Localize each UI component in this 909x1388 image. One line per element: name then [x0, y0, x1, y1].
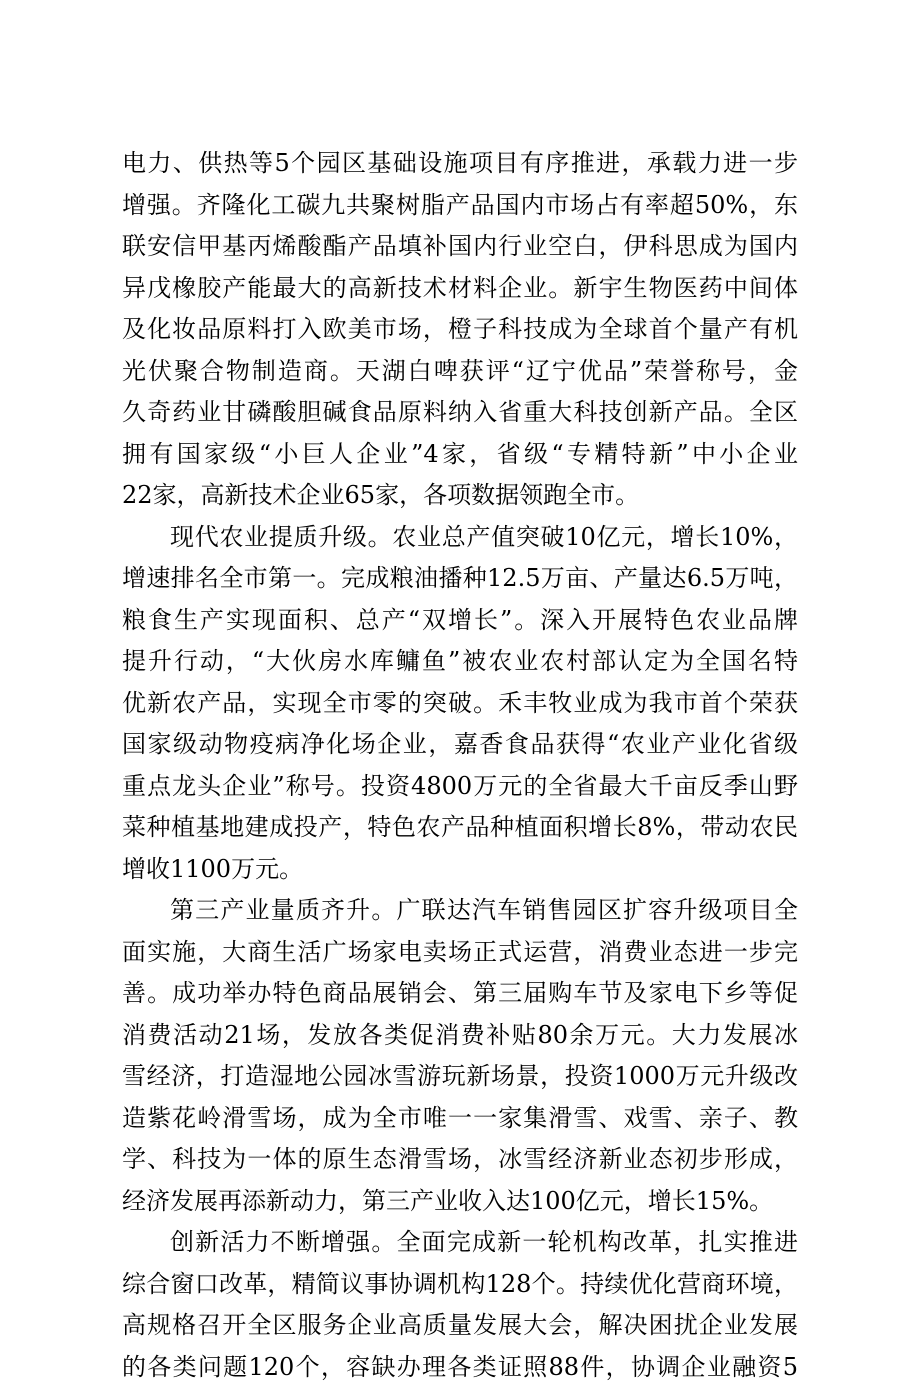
- text-line: 及化妆品原料打入欧美市场，橙子科技成为全球首个量产有机: [122, 309, 798, 351]
- text-line: 增收1100万元。: [122, 849, 798, 891]
- paragraph-first-line: 创新活力不断增强。全面完成新一轮机构改革，扎实推进: [122, 1222, 798, 1264]
- text-line: 电力、供热等5个园区基础设施项目有序推进，承载力进一步: [122, 143, 798, 185]
- text-line: 菜种植基地建成投产，特色农产品种植面积增长8%，带动农民: [122, 807, 798, 849]
- text-line: 造紫花岭滑雪场，成为全市唯一一家集滑雪、戏雪、亲子、教: [122, 1098, 798, 1140]
- text-line: 拥有国家级“小巨人企业”4家，省级“专精特新”中小企业: [122, 434, 798, 476]
- text-line: 面实施，大商生活广场家电卖场正式运营，消费业态进一步完: [122, 932, 798, 974]
- text-line: 国家级动物疫病净化场企业，嘉香食品获得“农业产业化省级: [122, 724, 798, 766]
- text-line: 优新农产品，实现全市零的突破。禾丰牧业成为我市首个荣获: [122, 683, 798, 725]
- paragraph-first-line: 第三产业量质齐升。广联达汽车销售园区扩容升级项目全: [122, 890, 798, 932]
- text-line: 异戊橡胶产能最大的高新技术材料企业。新宇生物医药中间体: [122, 268, 798, 310]
- text-line: 光伏聚合物制造商。天湖白啤获评“辽宁优品”荣誉称号，金: [122, 351, 798, 393]
- body-text: [122, 143, 798, 1388]
- text-line: 重点龙头企业”称号。投资4800万元的全省最大千亩反季山野: [122, 766, 798, 808]
- text-line: 综合窗口改革，精简议事协调机构128个。持续优化营商环境，: [122, 1264, 798, 1306]
- text-line: 消费活动21场，发放各类促消费补贴80余万元。大力发展冰: [122, 1015, 798, 1057]
- text-line: 高规格召开全区服务企业高质量发展大会，解决困扰企业发展: [122, 1305, 798, 1347]
- text-line: 雪经济，打造湿地公园冰雪游玩新场景，投资1000万元升级改: [122, 1056, 798, 1098]
- text-line: 学、科技为一体的原生态滑雪场，冰雪经济新业态初步形成，: [122, 1139, 798, 1181]
- text-line: 经济发展再添新动力，第三产业收入达100亿元，增长15%。: [122, 1181, 798, 1223]
- text-line: 善。成功举办特色商品展销会、第三届购车节及家电下乡等促: [122, 973, 798, 1015]
- text-line: 久奇药业甘磷酸胆碱食品原料纳入省重大科技创新产品。全区: [122, 392, 798, 434]
- text-line: 增速排名全市第一。完成粮油播种12.5万亩、产量达6.5万吨，: [122, 558, 798, 600]
- text-line: 联安信甲基丙烯酸酯产品填补国内行业空白，伊科思成为国内: [122, 226, 798, 268]
- text-line: 22家，高新技术企业65家，各项数据领跑全市。: [122, 475, 798, 517]
- text-line: 粮食生产实现面积、总产“双增长”。深入开展特色农业品牌: [122, 600, 798, 642]
- text-line: 的各类问题120个，容缺办理各类证照88件，协调企业融资5: [122, 1347, 798, 1388]
- paragraph-first-line: 现代农业提质升级。农业总产值突破10亿元，增长10%，: [122, 517, 798, 559]
- text-line: 提升行动，“大伙房水库鳙鱼”被农业农村部认定为全国名特: [122, 641, 798, 683]
- text-line: 增强。齐隆化工碳九共聚树脂产品国内市场占有率超50%，东: [122, 185, 798, 227]
